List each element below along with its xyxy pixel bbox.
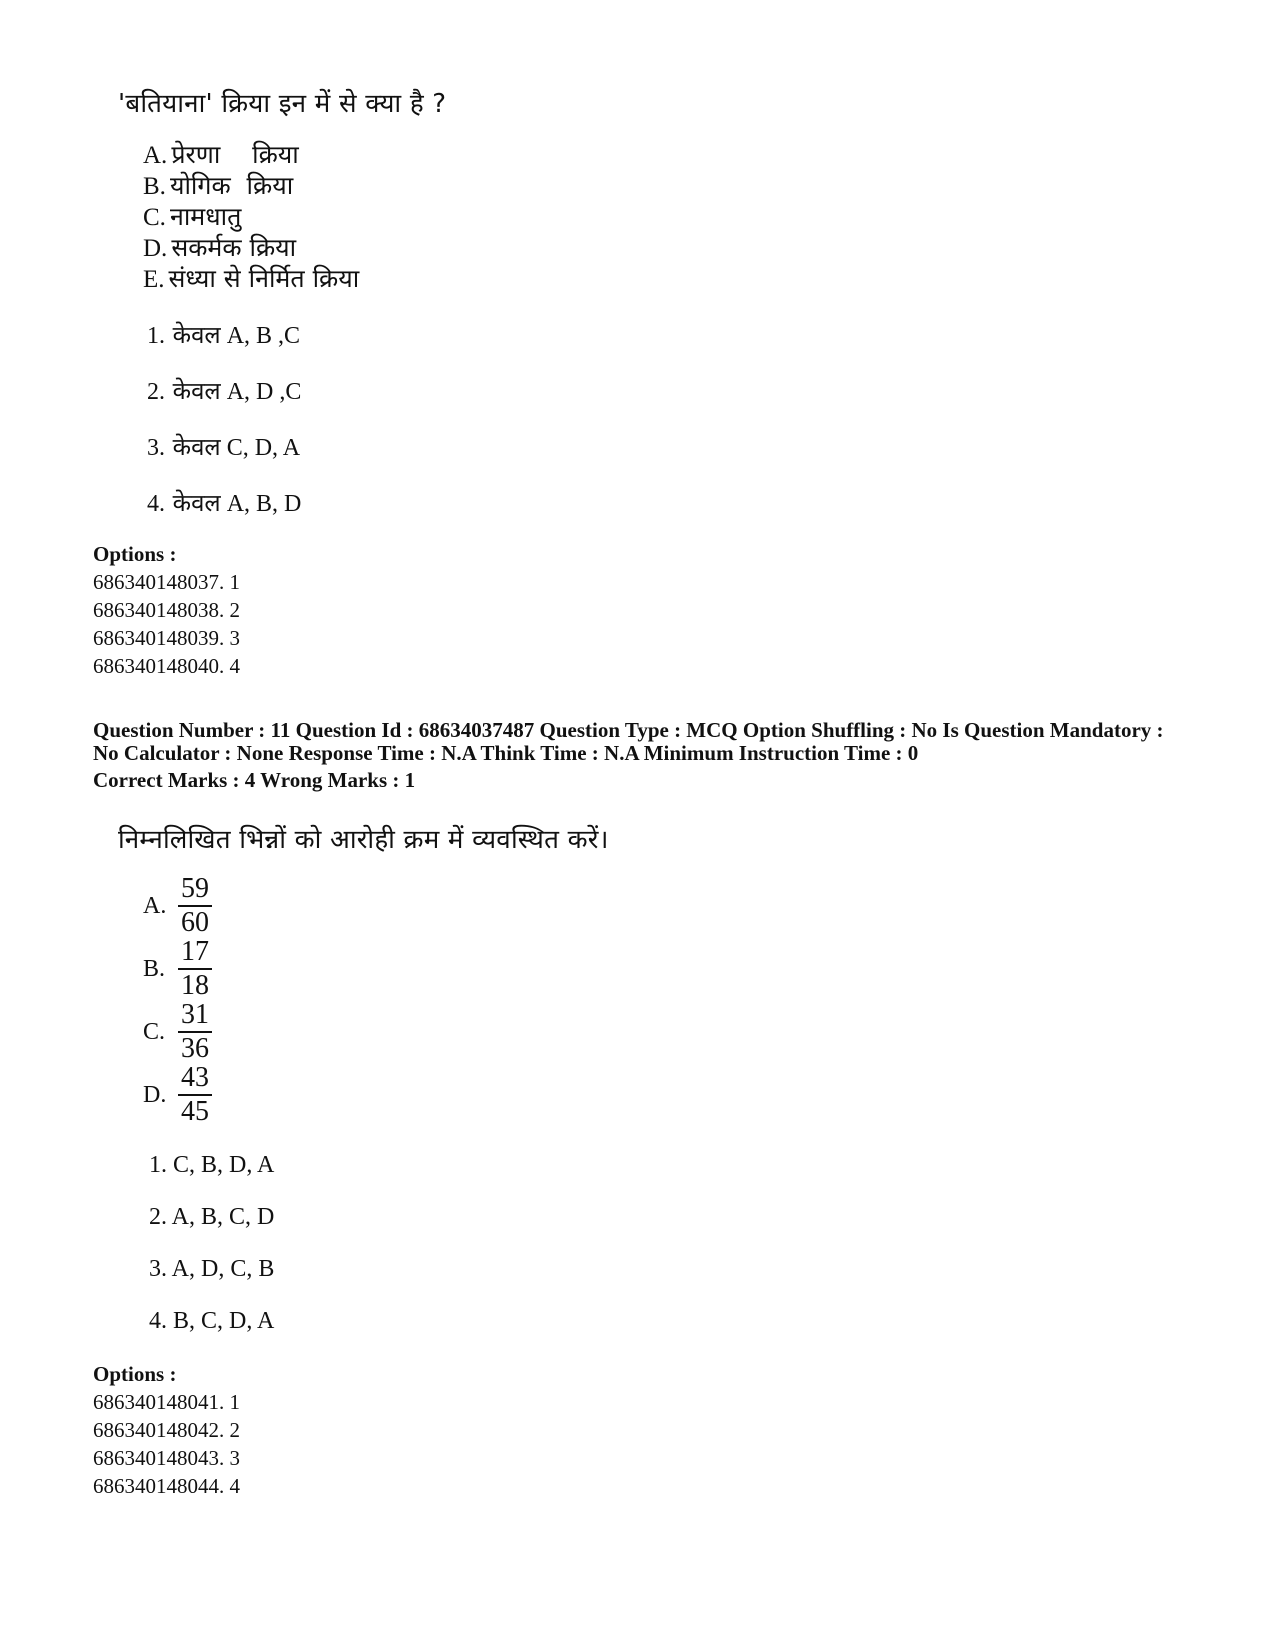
q11-option-4: 686340148044. 4 [93,1474,240,1498]
q10-option-1: 686340148037. 1 [93,570,240,594]
q10-stem: 'बतियाना' क्रिया इन में से क्या है ? [118,89,447,119]
q11-options-heading: Options : [93,1362,177,1386]
q10-choice-4: 4. केवल A, B, D [147,489,302,517]
q10-choice-1: 1. केवल A, B ,C [147,321,301,349]
q11-option-2: 686340148042. 2 [93,1418,240,1442]
q10-option-3: 686340148039. 3 [93,626,240,650]
q10-option-2: 686340148038. 2 [93,598,240,622]
q10-statement-e: E. संध्या से निर्मित क्रिया [143,264,360,293]
q11-marks: Correct Marks : 4 Wrong Marks : 1 [93,768,416,792]
q10-option-4: 686340148040. 4 [93,654,240,678]
q10-statement-b: B. योगिक क्रिया [143,171,294,200]
q10-statement-d: D. सकर्मक क्रिया [143,233,297,262]
q11-fraction-c: C. $\frac{31}{36}$ [143,999,213,1065]
q11-fraction-a: A. $\frac{59}{60}$ [143,873,213,939]
q10-choice-2: 2. केवल A, D ,C [147,377,302,405]
q11-fraction-d: D. $\frac{43}{45}$ [143,1062,213,1128]
q11-choice-1: 1. C, B, D, A [149,1152,275,1178]
q10-statement-a: A. प्रेरणा क्रिया [143,140,299,169]
q11-choice-2: 2. A, B, C, D [149,1204,275,1230]
q10-statement-c: C. नामधातु [143,202,242,231]
q11-option-3: 686340148043. 3 [93,1446,240,1470]
q10-options-heading: Options : [93,542,177,566]
q11-choice-4: 4. B, C, D, A [149,1308,275,1334]
q11-meta-line-1: Question Number : 11 Question Id : 68634037487 Question Type : MCQ Option Shuffling : No Is Question Mandatory : [93,718,1164,742]
q10-choice-3: 3. केवल C, D, A [147,433,301,461]
q11-meta-line-2: No Calculator : None Response Time : N.A Think Time : N.A Minimum Instruction Time : 0 [93,741,919,765]
q11-choice-3: 3. A, D, C, B [149,1256,275,1282]
q11-stem: निम्नलिखित भिन्नों को आरोही क्रम में व्यवस्थित करें। [118,825,609,855]
q11-fraction-b: B. $\frac{17}{18}$ [143,936,213,1002]
q11-option-1: 686340148041. 1 [93,1390,240,1414]
